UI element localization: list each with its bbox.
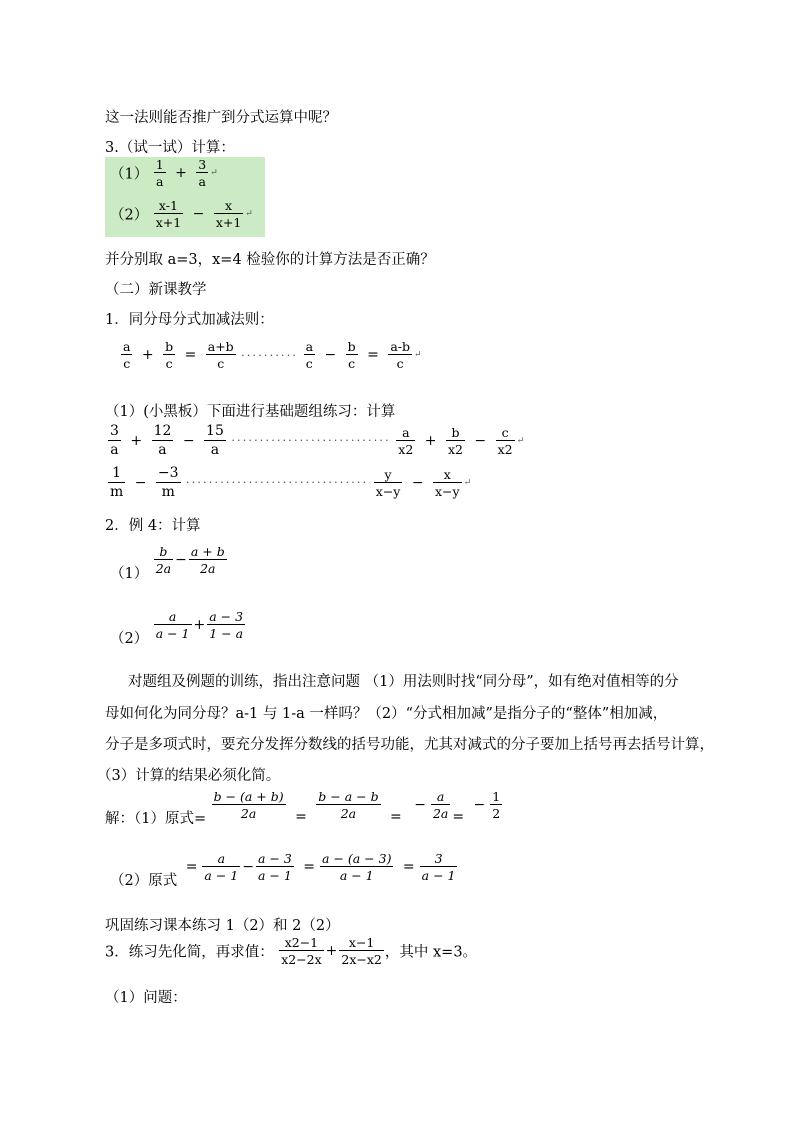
operator: −: [474, 432, 487, 449]
fraction: [152, 424, 174, 457]
numerator: 12: [153, 423, 172, 439]
numerator: a + b: [190, 544, 225, 559]
operator: =: [295, 809, 307, 826]
numerator: −3: [157, 465, 179, 481]
denominator: a: [110, 441, 119, 458]
operator: −: [411, 474, 424, 491]
denominator: 2a: [200, 561, 216, 577]
numerator: x-1: [158, 198, 178, 213]
operator: −: [134, 474, 147, 491]
denominator: x2: [398, 441, 414, 457]
fraction: [202, 852, 240, 882]
operator: +: [424, 432, 437, 449]
operator: =: [367, 347, 379, 364]
denominator: 2a: [340, 806, 357, 822]
numerator: 15: [206, 423, 224, 439]
numerator: a+b: [207, 339, 234, 354]
text-line-8: 巩固练习课本练习 1（2）和 2（2）: [105, 918, 340, 934]
text-line-6: （1）(小黑板）下面进行基础题组练习：计算: [105, 404, 396, 420]
fraction: [279, 936, 323, 966]
example-item-2: （2） $\frac{a}{a - 1}$ + $\frac{a - 3}{1 - a}$: [110, 609, 244, 648]
denominator: a − 1: [155, 626, 190, 642]
paragraph-line-3: 分子是多项式时，要充分发挥分数线的括号功能，尤其对减式的分子要加上括号再去括号计算，: [105, 737, 714, 753]
fraction: [316, 790, 380, 820]
exercise-row-2: [107, 466, 471, 499]
numerator: x2−1: [284, 935, 319, 950]
paragraph-line-4: （3）计算的结果必须化简。: [97, 768, 281, 784]
fraction: [121, 340, 132, 370]
paragraph-line-2: 母如何化为同分母？a-1 与 1-a 一样吗？（2）“分式相加减”是指分子的“整体”相加减，: [105, 706, 668, 722]
denominator: x+1: [155, 215, 182, 231]
denominator: 2a: [240, 806, 257, 822]
addition-rule-formula: [120, 340, 422, 370]
numerator: b: [451, 424, 460, 440]
denominator: a: [155, 174, 164, 190]
denominator: m: [161, 483, 175, 500]
operator: +: [141, 347, 154, 364]
operator: −: [192, 206, 205, 223]
denominator: x+1: [215, 215, 242, 231]
denominator: x−y: [435, 483, 460, 499]
practice-problem: 3．练习先化简，再求值： $\frac{x2-1}{x2-2x}$ + $\frac{x-1}{2x-x2}$ ，其中 x=3。: [105, 935, 478, 968]
paragraph-line-1: 对题组及例题的训练，指出注意问题 （1）用法则时找“同分母”，如有绝对值相等的分: [128, 674, 679, 690]
dot-leader: ··········: [241, 348, 299, 362]
operator: +: [130, 432, 143, 449]
operator: =: [452, 809, 465, 826]
fraction: [154, 158, 166, 188]
fraction: [374, 468, 403, 498]
denominator: c: [165, 356, 173, 372]
denominator: 2a: [432, 806, 449, 822]
numerator: a: [402, 424, 410, 440]
section-heading: （二）新课教学: [105, 282, 207, 298]
operator: −: [473, 797, 486, 814]
example-item-1: （1） $\frac{b}{2a}$ − $\frac{a + b}{2a}$: [110, 544, 225, 583]
operator: −: [182, 432, 195, 449]
fraction: [433, 468, 462, 498]
operator: −: [242, 859, 254, 876]
numerator: y: [384, 466, 392, 482]
fraction: [320, 852, 393, 882]
fraction: [339, 936, 383, 966]
fraction: [108, 466, 125, 499]
fraction: [388, 340, 412, 370]
denominator: a: [158, 441, 167, 458]
fraction: [256, 852, 294, 882]
denominator: x2: [497, 441, 513, 457]
denominator: a − 1: [257, 868, 292, 884]
fraction: [346, 340, 358, 370]
numerator: b: [165, 339, 174, 354]
fraction: [156, 466, 181, 499]
numerator: c: [501, 424, 509, 440]
try-item-2: （2） $\frac{x-1}{x+1}$ − $\frac{x}{x+1}$ ↵: [110, 198, 253, 231]
fraction: [212, 790, 286, 820]
denominator: c: [217, 356, 225, 372]
denominator: x−y: [375, 483, 401, 499]
denominator: a: [210, 441, 220, 458]
numerator: 1: [155, 157, 164, 172]
fraction: [446, 426, 465, 456]
numerator: a − 3: [257, 851, 292, 866]
numerator: a − (a − 3): [322, 851, 392, 866]
fraction: [196, 158, 208, 188]
denominator: x2−2x: [281, 952, 322, 968]
denominator: x2: [447, 441, 463, 457]
denominator: 2a: [155, 561, 172, 577]
denominator: c: [305, 356, 313, 372]
denominator: c: [348, 356, 356, 372]
denominator: a − 1: [204, 868, 239, 884]
numerator: 1: [112, 465, 122, 481]
denominator: a − 1: [421, 868, 456, 884]
return-mark-icon: ↵: [463, 477, 472, 488]
fraction: [154, 610, 192, 640]
solution-1: 解：（1）原式= $\frac{b - (a + b)}{2a}$ = $\frac{b - a - b}{2a}$ = − $\frac{a}{2a}$ = − $\frac{1}{2}$: [105, 789, 501, 828]
numerator: a: [217, 851, 226, 866]
denominator: a − 1: [339, 868, 374, 884]
numerator: 1: [492, 789, 501, 804]
dot-leader: ····························: [231, 434, 391, 448]
operator: −: [324, 347, 337, 364]
text-line-1: 这一法则能否推广到分式运算中呢？: [105, 110, 337, 126]
return-mark-icon: ↵: [245, 209, 253, 220]
denominator: m: [110, 483, 124, 500]
fraction: [490, 790, 502, 820]
fraction: [163, 340, 175, 370]
numerator: b: [159, 544, 168, 559]
text-line-3: 并分别取 a=3，x=4 检验你的计算方法是否正确？: [105, 252, 435, 268]
return-mark-icon: ↵: [210, 168, 218, 179]
denominator: 2x−x2: [341, 952, 382, 968]
numerator: x: [443, 466, 451, 482]
denominator: 2: [492, 806, 501, 822]
operator: −: [414, 797, 426, 814]
fraction: [304, 340, 315, 370]
numerator: a − 3: [209, 609, 244, 624]
numerator: a: [123, 339, 131, 354]
exercise-row-1: [107, 424, 524, 457]
operator: =: [303, 859, 315, 876]
numerator: b − (a + b): [213, 789, 284, 804]
text-line-2: 3.（试一试）计算：: [105, 140, 235, 156]
return-mark-icon: ↵: [516, 435, 525, 446]
operator: =: [390, 809, 402, 826]
fraction: [431, 790, 450, 820]
numerator: 3: [110, 423, 119, 439]
numerator: b: [347, 339, 356, 354]
operator: =: [184, 347, 197, 364]
fraction: [206, 340, 236, 370]
fraction: [204, 424, 226, 457]
denominator: c: [123, 356, 131, 372]
operator: +: [175, 165, 187, 182]
solution-2: （2）原式 = $\frac{a}{a - 1}$ − $\frac{a - 3}{a - 1}$ = $\frac{a - (a - 3)}{a - 1}$ = $\frac{3}{a - 1}$: [110, 851, 456, 890]
denominator: 1 − a: [209, 626, 244, 642]
example-heading: 2．例 4：计算: [105, 518, 201, 534]
text-line-5: 1．同分母分式加减法则：: [105, 312, 274, 328]
fraction: [108, 424, 121, 457]
denominator: a: [198, 174, 206, 190]
fraction: [207, 610, 245, 640]
numerator: a: [436, 789, 445, 804]
fraction: [396, 426, 415, 456]
numerator: x: [225, 198, 233, 213]
operator: +: [193, 617, 206, 634]
return-mark-icon: ↵: [414, 350, 422, 361]
operator: +: [325, 943, 338, 960]
numerator: x−1: [348, 935, 375, 950]
fraction: [189, 545, 227, 575]
fraction: [154, 199, 183, 229]
numerator: a-b: [390, 339, 410, 354]
try-item-1: （1） $\frac{1}{a}$ + $\frac{3}{a}$ ↵: [110, 157, 218, 190]
operator: =: [402, 859, 415, 876]
fraction: [420, 852, 458, 882]
numerator: a: [305, 339, 314, 354]
fraction: [214, 199, 243, 229]
fraction: [154, 545, 173, 575]
numerator: a: [168, 609, 177, 624]
operator: −: [175, 552, 187, 569]
fraction: [496, 426, 515, 456]
operator: =: [185, 859, 198, 876]
numerator: 3: [198, 157, 207, 172]
denominator: c: [396, 356, 404, 372]
numerator: b − a − b: [318, 789, 379, 804]
text-line-10: （1）问题：: [105, 990, 187, 1006]
dot-leader: ································: [186, 476, 369, 490]
numerator: 3: [434, 851, 443, 866]
